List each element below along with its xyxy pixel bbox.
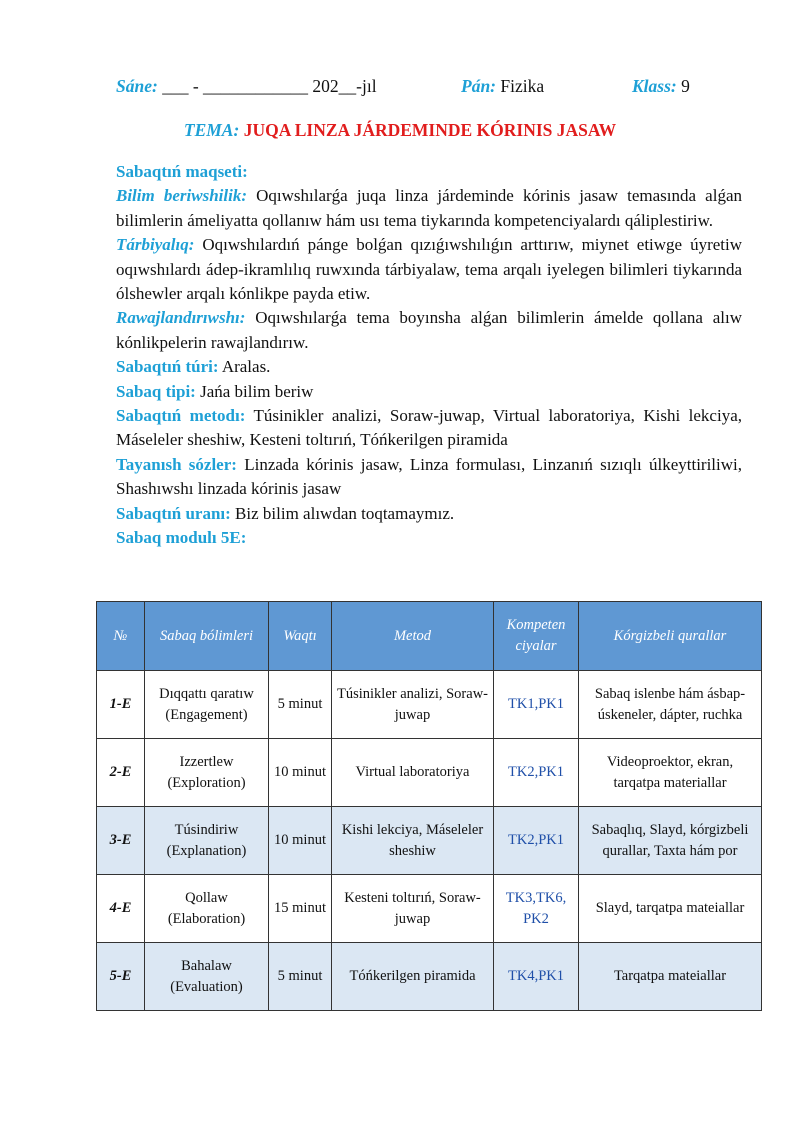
competency-cell: TK2,PK1 bbox=[494, 739, 579, 807]
stage-cell: 2-E bbox=[97, 739, 145, 807]
date-field bbox=[116, 76, 377, 97]
method-cell: Kishi lekciya, Máseleler sheshiw bbox=[332, 807, 494, 875]
section-cell: Dıqqattı qaratıw (Engagement) bbox=[145, 671, 269, 739]
header-method: Metod bbox=[332, 602, 494, 671]
subject-value: Fizika bbox=[500, 76, 545, 96]
lesson-kind: Sabaq tipi: Jańa bilim beriw bbox=[116, 381, 314, 401]
competency-cell: TK3,TK6, PK2 bbox=[494, 875, 579, 943]
stage-cell: 5-E bbox=[97, 943, 145, 1011]
title-label: TEMA: bbox=[183, 120, 240, 140]
section-cell: Bahalaw (Evaluation) bbox=[145, 943, 269, 1011]
module-heading: Sabaq modulı 5E: bbox=[116, 528, 247, 548]
method-cell: Tóńkerilgen piramida bbox=[332, 943, 494, 1011]
tools-cell: Videoproektor, ekran, tarqatpa materiallar bbox=[579, 739, 762, 807]
competency-cell: TK4,PK1 bbox=[494, 943, 579, 1011]
header-time: Waqtı bbox=[269, 602, 332, 671]
class-field bbox=[632, 76, 690, 97]
tools-cell: Sabaq islenbe hám ásbap-úskeneler, dápter, ruchka bbox=[579, 671, 762, 739]
goals-heading: Sabaqtıń maqseti: bbox=[116, 162, 248, 181]
stage-cell: 1-E bbox=[97, 671, 145, 739]
header-tools: Kórgizbeli qurallar bbox=[579, 602, 762, 671]
title-text: JUQA LINZA JÁRDEMINDE KÓRINIS JASAW bbox=[243, 120, 617, 140]
method-cell: Virtual laboratoriya bbox=[332, 739, 494, 807]
table-row bbox=[97, 943, 762, 1011]
lesson-title bbox=[0, 120, 800, 141]
method-cell: Túsinikler analizi, Soraw-juwap bbox=[332, 671, 494, 739]
section-cell: Túsindiriw (Explanation) bbox=[145, 807, 269, 875]
tools-cell: Sabaqlıq, Slayd, kórgizbeli qurallar, Taxta hám por bbox=[579, 807, 762, 875]
tools-cell: Slayd, tarqatpa mateiallar bbox=[579, 875, 762, 943]
table-row bbox=[97, 807, 762, 875]
time-cell: 5 minut bbox=[269, 671, 332, 739]
key-words: Tayanısh sózler: Linzada kórinis jasaw, Linza formulası, Linzanıń sızıqlı úlkeyttiriliwi, Shashıwshı linzada kórinis jasaw bbox=[116, 454, 743, 499]
table-row bbox=[97, 739, 762, 807]
time-cell: 15 minut bbox=[269, 875, 332, 943]
table-row bbox=[97, 875, 762, 943]
header-competencies: Kompeten ciyalar bbox=[494, 602, 579, 671]
class-value: 9 bbox=[681, 76, 690, 96]
lesson-info bbox=[116, 160, 742, 551]
table-header-row bbox=[97, 602, 762, 671]
section-cell: Izzertlew (Exploration) bbox=[145, 739, 269, 807]
module-table bbox=[96, 601, 762, 1011]
section-cell: Qollaw (Elaboration) bbox=[145, 875, 269, 943]
competency-cell: TK2,PK1 bbox=[494, 807, 579, 875]
goal-development: Rawajlandırıwshı: Oqıwshılarǵa tema boyınsha alǵan bilimlerin ámelde qollana alıw kónlikpelerin rawajlandırıw. bbox=[116, 308, 743, 352]
tools-cell: Tarqatpa mateiallar bbox=[579, 943, 762, 1011]
goal-upbringing: Tárbiyalıq: Oqıwshılardıń pánge bolǵan qızıǵıwshılıǵın arttırıw, miynet etiwge úyretiw oqıwshılardı ádep-ikramlılıq ruwxında tárbiyalaw, tema arqalı iyelegen bilimleri tiykarında ólshewler arqalı kónlikpe payda etiw. bbox=[116, 235, 742, 304]
subject-field bbox=[461, 76, 544, 97]
goal-knowledge: Bilim beriwshilik: Oqıwshılarǵa juqa linza járdeminde kórinis jasaw temasında alǵan bilimlerin ámeliyatta qollanıw hám usı tema tiykarında kompetenciyalardı qáliplestiriw. bbox=[116, 186, 743, 230]
header-section: Sabaq bólimleri bbox=[145, 602, 269, 671]
table-row bbox=[97, 671, 762, 739]
lesson-motto: Sabaqtıń uranı: Biz bilim alıwdan toqtamaymız. bbox=[116, 503, 455, 523]
competency-cell: TK1,PK1 bbox=[494, 671, 579, 739]
time-cell: 10 minut bbox=[269, 739, 332, 807]
header-number: № bbox=[97, 602, 145, 671]
lesson-method: Sabaqtıń metodı: Túsinikler analizi, Soraw-juwap, Virtual laboratoriya, Kishi lekciya, Máseleler sheshiw, Kesteni toltırıń, Tóńkerilgen piramida bbox=[116, 406, 742, 450]
time-cell: 10 minut bbox=[269, 807, 332, 875]
lesson-type: Sabaqtıń túri: Aralas. bbox=[116, 357, 271, 377]
date-label: Sáne: bbox=[116, 76, 158, 96]
stage-cell: 4-E bbox=[97, 875, 145, 943]
time-cell: 5 minut bbox=[269, 943, 332, 1011]
lesson-module-table bbox=[96, 601, 761, 1011]
method-cell: Kesteni toltırıń, Soraw-juwap bbox=[332, 875, 494, 943]
date-value: ___ - ____________ 202__-jıl bbox=[162, 76, 377, 96]
subject-label: Pán: bbox=[461, 76, 496, 96]
class-label: Klass: bbox=[632, 76, 677, 96]
stage-cell: 3-E bbox=[97, 807, 145, 875]
